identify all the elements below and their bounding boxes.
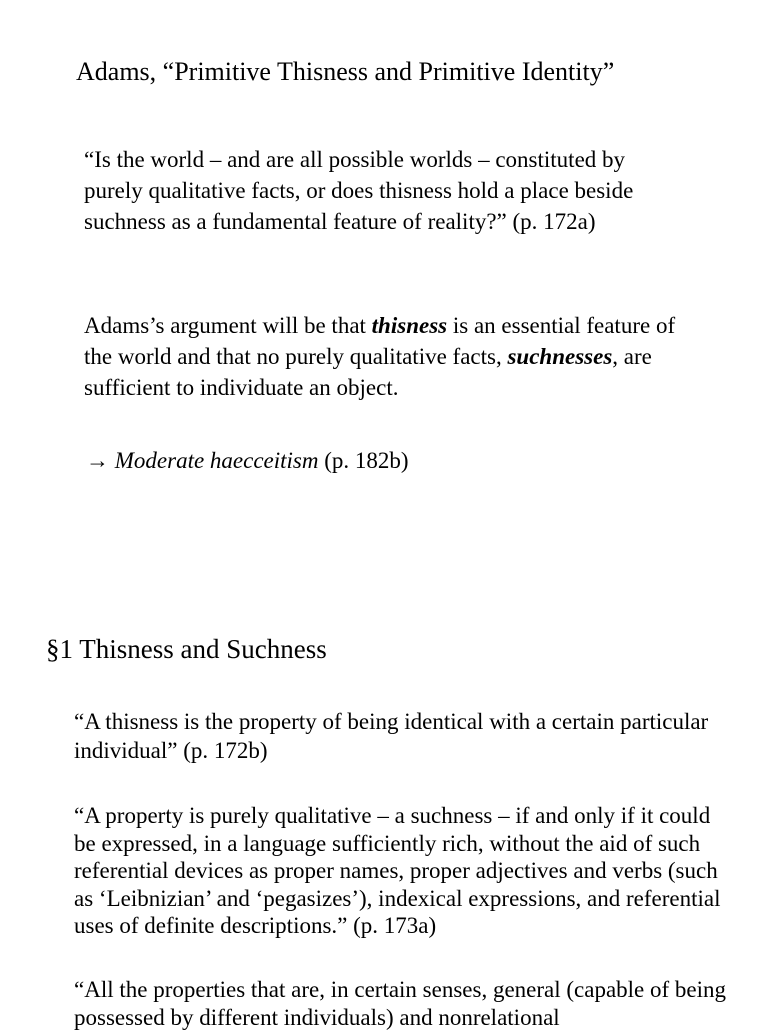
conclusion-line [86, 445, 686, 476]
suchness-definition: “A property is purely qualitative – a suchness – if and only if it could be expressed, in a language sufficiently rich, without the aid of such referential devices as proper names, proper adjectives and verbs (such as ‘Leibnizian’ and ‘pegasizes’), indexical expressions, and referential uses of definite descriptions.” (p. 173a) [74, 803, 721, 938]
slide-two [0, 560, 768, 1030]
right-arrow-icon: → [86, 448, 109, 473]
section-title: §1 Thisness and Suchness [46, 634, 327, 664]
argument-text-middle: is an essential feature of the world and that no purely qualitative facts, [84, 313, 676, 369]
argument-text-before: Adams’s argument will be that [84, 313, 372, 338]
thisness-term: thisness [371, 313, 448, 338]
document-title: Adams, “Primitive Thisness and Primitive Identity” [76, 57, 615, 86]
suchnesses-term: suchnesses [507, 344, 613, 369]
thisness-definition: “A thisness is the property of being identical with a certain particular individual” (p. 172b) [74, 709, 709, 763]
general-properties-quote: “All the properties that are, in certain senses, general (capable of being possessed by different individuals) and nonrelational [74, 977, 727, 1030]
argument-text-after: , are sufficient to individuate an object. [84, 344, 652, 400]
conclusion-page-ref: (p. 182b) [318, 448, 409, 473]
argument-paragraph [84, 310, 684, 403]
moderate-haecceitism-label: Moderate haecceitism [114, 448, 319, 473]
opening-quote: “Is the world – and are all possible worlds – constituted by purely qualitative facts, or does thisness hold a place beside suchness as a fundamental feature of reality?” (p. 172a) [84, 147, 634, 234]
